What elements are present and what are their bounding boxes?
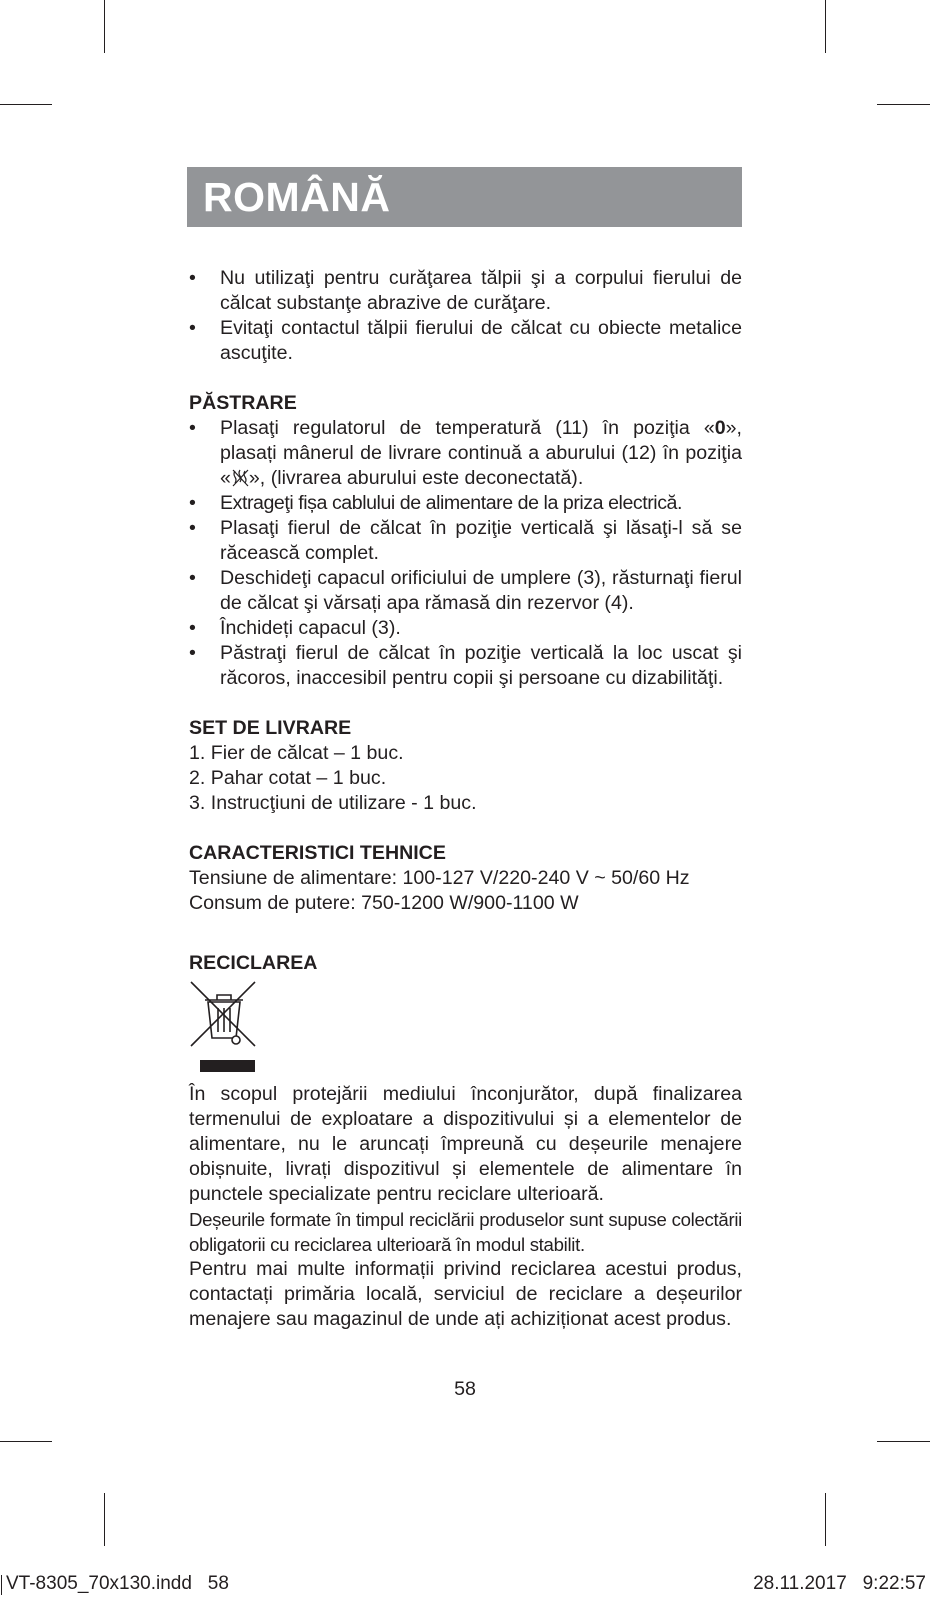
- language-header: [187, 167, 742, 227]
- crop-mark: [877, 1441, 930, 1442]
- crop-mark: [877, 104, 930, 105]
- list-item: [189, 416, 742, 491]
- storage-bullet-list: [189, 416, 742, 691]
- crop-mark: [0, 104, 52, 105]
- weee-bar: [200, 1060, 255, 1072]
- delivery-item: 2. Pahar cotat – 1 buc.: [189, 767, 387, 789]
- list-item: • Extrageţi fișa cablului de alimentare de la priza electrică.: [189, 491, 742, 516]
- delivery-title: SET DE LIVRARE: [189, 717, 352, 739]
- crop-mark: [825, 0, 826, 53]
- spec-line: Tensiune de alimentare: 100-127 V/220-240 V ~ 50/60 Hz: [189, 867, 690, 889]
- crop-mark: [104, 1493, 105, 1546]
- recycling-paragraph: Pentru mai multe informații privind reciclarea acestui produs, contactați primăria locală, serviciul de reciclare a deșeurilor menajere sau magazinul de unde ați achiziționat acest produs.: [189, 1258, 742, 1330]
- temperature-zero: 0: [714, 417, 726, 439]
- recycling-paragraph: Deșeurile formate în timpul reciclării produselor sunt supuse colectării obligatorii cu reciclarea ulterioară în modul stabilit.: [189, 1209, 742, 1255]
- steam-off-icon: [231, 468, 249, 488]
- list-item: • Păstraţi fierul de călcat în poziţie verticală la loc uscat şi răcoros, inaccesibil pentru copii şi persoane cu dizabilităţi.: [189, 641, 742, 691]
- storage-first-text: Plasaţi regulatorul de temperatură (11) în poziţia «: [220, 417, 715, 439]
- delivery-item: 1. Fier de călcat – 1 buc.: [189, 742, 404, 764]
- slug-file: VT-8305_70x130.indd 58: [6, 1573, 229, 1594]
- list-item: • Deschideţi capacul orificiului de umplere (3), răsturnaţi fierul de călcat şi vărsați apa rămasă din rezervor (4).: [189, 566, 742, 616]
- recycling-paragraph: În scopul protejării mediului înconjurător, după finalizarea termenului de exploatare a dispozitivului și a elementelor de alimentare, nu le aruncați împreună cu deșeurile menajere obișnuite, livrați dispozitivul și elementele de alimentare în punctele specializate pentru reciclare ulterioară.: [189, 1083, 742, 1205]
- list-item: • Nu utilizaţi pentru curăţarea tălpii şi a corpului fierului de călcat substanţe abrazive de curăţare.: [189, 266, 742, 316]
- crop-mark: [1, 1575, 2, 1595]
- spec-line: Consum de putere: 750-1200 W/900-1100 W: [189, 892, 579, 914]
- list-item: • Plasaţi fierul de călcat în poziţie verticală şi lăsaţi-l să se răcească complet.: [189, 516, 742, 566]
- storage-title: PĂSTRARE: [189, 392, 297, 414]
- page-content: [189, 266, 742, 1332]
- crossed-out-wheelie-bin-icon: [189, 980, 259, 1050]
- list-item: • Evitaţi contactul tălpii fierului de călcat cu obiecte metalice ascuţite.: [189, 316, 742, 366]
- list-item: • Închideți capacul (3).: [189, 616, 742, 641]
- page-number: 58: [454, 1378, 476, 1400]
- storage-first-middle: », plasați mânerul de livrare continuă a aburului (12) în poziţia «: [220, 417, 742, 489]
- specs-title: CARACTERISTICI TEHNICE: [189, 842, 446, 864]
- crop-mark: [104, 0, 105, 53]
- storage-first-after: », (livrarea aburului este deconectată).: [248, 467, 584, 489]
- crop-mark: [825, 1493, 826, 1546]
- intro-bullet-list: [189, 266, 742, 366]
- crop-mark: [0, 1441, 52, 1442]
- recycling-title: RECICLAREA: [189, 952, 318, 974]
- slug-datetime: 28.11.2017 9:22:57: [753, 1573, 926, 1594]
- language-title: ROMÂNĂ: [203, 174, 391, 220]
- delivery-item: 3. Instrucţiuni de utilizare - 1 buc.: [189, 792, 477, 814]
